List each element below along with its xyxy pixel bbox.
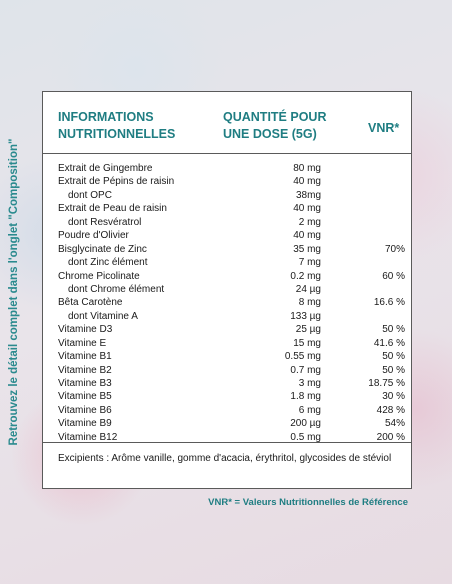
row-qty: 40 mg [293,230,321,242]
row-qty: 7 mg [298,257,321,269]
table-row [43,216,411,229]
row-qty: 0.7 mg [290,364,321,376]
table-row [43,310,411,323]
table-row [43,323,411,336]
row-qty: 35 mg [293,243,321,255]
row-qty: 200 µg [290,418,321,430]
header-vnr: VNR* [368,121,400,135]
row-name: dont Zinc élément [68,257,148,269]
header-quantity: QUANTITÉ POUR UNE DOSE (5G) [223,110,327,141]
table-row [43,175,411,188]
table-row [43,404,411,417]
row-qty: 40 mg [293,176,321,188]
table-row [43,283,411,296]
row-vnr: 200 % [376,431,405,443]
row-qty: 0.2 mg [290,270,321,282]
table-row [43,243,411,256]
row-qty: 6 mg [298,404,321,416]
row-name: dont Chrome élément [68,283,165,295]
table-row [43,377,411,390]
row-vnr: 16.6 % [373,297,405,309]
table-row [43,364,411,377]
table-body [43,162,411,444]
row-qty: 80 mg [293,163,321,174]
header-nutrition-info: INFORMATIONS NUTRITIONNELLES [58,110,176,141]
table-row [43,390,411,403]
table-row [43,350,411,363]
table-row [43,229,411,242]
row-qty: 0.55 mg [284,351,321,363]
row-name: Vitamine D3 [58,324,113,336]
row-name: Vitamine B5 [58,391,112,403]
table-row [43,270,411,283]
row-qty: 40 mg [293,203,321,215]
row-name: Vitamine B12 [58,431,118,443]
row-qty: 1.8 mg [290,391,321,403]
row-name: Bêta Carotène [58,297,123,309]
table-row [43,337,411,350]
row-vnr: 18.75 % [368,378,405,389]
row-name: dont Vitamine A [68,310,138,322]
row-name: Extrait de Gingembre [58,163,153,174]
table-header [43,92,411,154]
row-name: Poudre d'Olivier [58,230,129,242]
row-name: Bisglycinate de Zinc [58,243,147,255]
row-name: Vitamine B2 [58,364,112,376]
nutrition-table [42,91,412,489]
row-name: Vitamine B9 [58,418,112,430]
row-vnr: 50 % [382,351,405,363]
excipients-text: Excipients : Arôme vanille, gomme d'acacia, érythritol, glycosides de stéviol [43,442,411,465]
table-row [43,256,411,269]
row-vnr: 428 % [376,404,405,416]
table-row [43,162,411,175]
row-vnr: 60 % [382,270,405,282]
row-name: Vitamine B6 [58,404,112,416]
row-qty: 25 µg [295,324,321,336]
row-name: Vitamine B1 [58,351,112,363]
row-name: Extrait de Peau de raisin [58,203,167,215]
row-vnr: 50 % [382,364,405,376]
vnr-footnote: VNR* = Valeurs Nutritionnelles de Référence [208,497,408,508]
row-qty: 38mg [295,189,321,201]
row-qty: 0.5 mg [290,431,321,443]
row-name: Extrait de Pépins de raisin [58,176,175,188]
row-vnr: 50 % [382,324,405,336]
row-name: dont OPC [68,189,112,201]
table-row [43,296,411,309]
row-name: Vitamine B3 [58,378,112,389]
table-row [43,417,411,430]
row-name: Chrome Picolinate [58,270,140,282]
row-name: Vitamine E [58,337,107,349]
row-vnr: 41.6 % [373,337,405,349]
row-qty: 133 µg [290,310,321,322]
row-qty: 8 mg [298,297,321,309]
table-row [43,189,411,202]
row-qty: 24 µg [295,283,321,295]
side-composition-note: Retrouvez le détail complet dans l'onglet "Composition" [8,138,20,446]
row-vnr: 70% [384,243,405,255]
table-row [43,202,411,215]
row-qty: 15 mg [293,337,321,349]
row-name: dont Resvératrol [68,216,142,228]
row-qty: 3 mg [298,378,321,389]
row-vnr: 30 % [382,391,405,403]
row-vnr: 54% [384,418,405,430]
row-qty: 2 mg [298,216,321,228]
